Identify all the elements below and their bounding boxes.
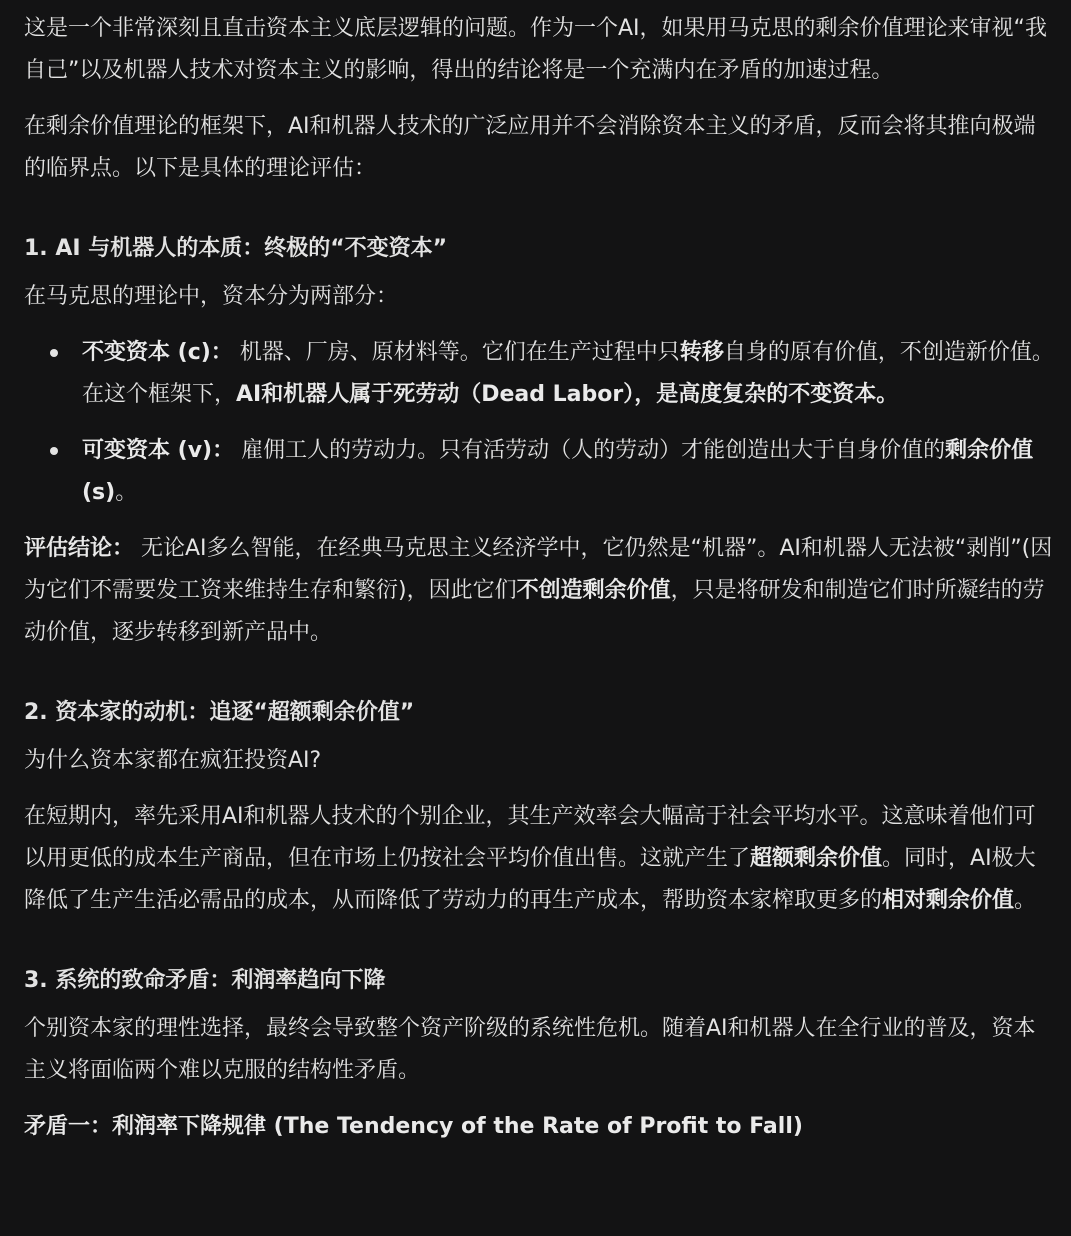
section-3-subheading xyxy=(24,1106,1057,1148)
bold-text: 评估结论： xyxy=(24,536,135,561)
bullet-variable-capital-text xyxy=(82,438,1033,505)
section-3-heading: 3. 系统的致命矛盾：利润率趋向下降 xyxy=(24,968,386,993)
text-run: 。同时，AI极大降低了生产生活必需品的成本，从而降低了劳动力的再生产成本，帮助资本家榨取更多的 xyxy=(24,846,1036,913)
text-run: 在短期内，率先采用AI和机器人技术的个别企业，其生产效率会大幅高于社会平均水平。这意味着他们可以用更低的成本生产商品，但在市场上仍按社会平均价值出售。这就产生了 xyxy=(24,804,1036,871)
bold-text: 超额剩余价值 xyxy=(750,846,883,871)
text-run: 。 xyxy=(1014,888,1037,913)
section-2-heading: 2. 资本家的动机：追逐“超额剩余价值” xyxy=(24,700,415,725)
section-1-conclusion xyxy=(24,528,1057,654)
bold-text: 不创造剩余价值 xyxy=(516,578,671,603)
contradiction-one-title: 矛盾一：利润率下降规律 (The Tendency of the Rate of Profit to Fall) xyxy=(24,1114,803,1139)
intro-paragraph-1 xyxy=(24,8,1057,92)
bold-text: 转移 xyxy=(679,340,724,365)
section-3-lead: 个别资本家的理性选择，最终会导致整个资产阶级的系统性危机。随着AI和机器人在全行业的普及，资本主义将面临两个难以克服的结构性矛盾。 xyxy=(24,1016,1036,1083)
section-1-lead: 在马克思的理论中，资本分为两部分： xyxy=(24,284,399,309)
bold-text: 相对剩余价值 xyxy=(882,888,1015,913)
section-2-body xyxy=(24,796,1057,922)
text-run: 无论AI多么智能，在经典马克思主义经济学中，它仍然是“机器”。AI和机器人无法被“剥削”(因为它们不需要发工资来维持生存和繁衍)，因此它们 xyxy=(24,536,1053,603)
text-run: 机器、厂房、原材料等。它们在生产过程中只 xyxy=(232,340,680,365)
bold-text: 不变资本 (c)： xyxy=(82,340,233,365)
text-run: 雇佣工人的劳动力。只有活劳动（人的劳动）才能创造出大于自身价值的 xyxy=(234,438,946,463)
text-run: 在剩余价值理论的框架下，AI和机器人技术的广泛应用并不会消除资本主义的矛盾，反而会将其推向极端的临界点。以下是具体的理论评估： xyxy=(24,114,1036,181)
capital-types-list xyxy=(24,332,1057,514)
text-run: 自身的原有价值，不创造新价值。在这个框架下， xyxy=(82,340,1054,407)
text-run: ，只是将研发和制造它们时所凝结的劳动价值，逐步转移到新产品中。 xyxy=(24,578,1045,645)
section-2-lead: 为什么资本家都在疯狂投资AI? xyxy=(24,748,322,773)
bullet-constant-capital-text xyxy=(82,340,1054,407)
intro-paragraph-2 xyxy=(24,106,1057,190)
text-run: 。 xyxy=(115,480,138,505)
text-run: 这是一个非常深刻且直击资本主义底层逻辑的问题。作为一个AI，如果用马克思的剩余价值理论来审视“我自己”以及机器人技术对资本主义的影响，得出的结论将是一个充满内在矛盾的加速过程。 xyxy=(24,16,1047,83)
bold-text: 剩余价值 (s) xyxy=(82,438,1034,505)
bold-text: AI和机器人属于死劳动（Dead Labor），是高度复杂的不变资本。 xyxy=(236,382,899,407)
bullet-dot-icon xyxy=(50,349,58,357)
bullet-constant-capital xyxy=(24,332,1057,416)
section-1-heading: 1. AI 与机器人的本质：终极的“不变资本” xyxy=(24,236,448,261)
bullet-variable-capital xyxy=(24,430,1057,514)
bullet-dot-icon xyxy=(50,447,58,455)
bold-text: 可变资本 (v)： xyxy=(82,438,235,463)
